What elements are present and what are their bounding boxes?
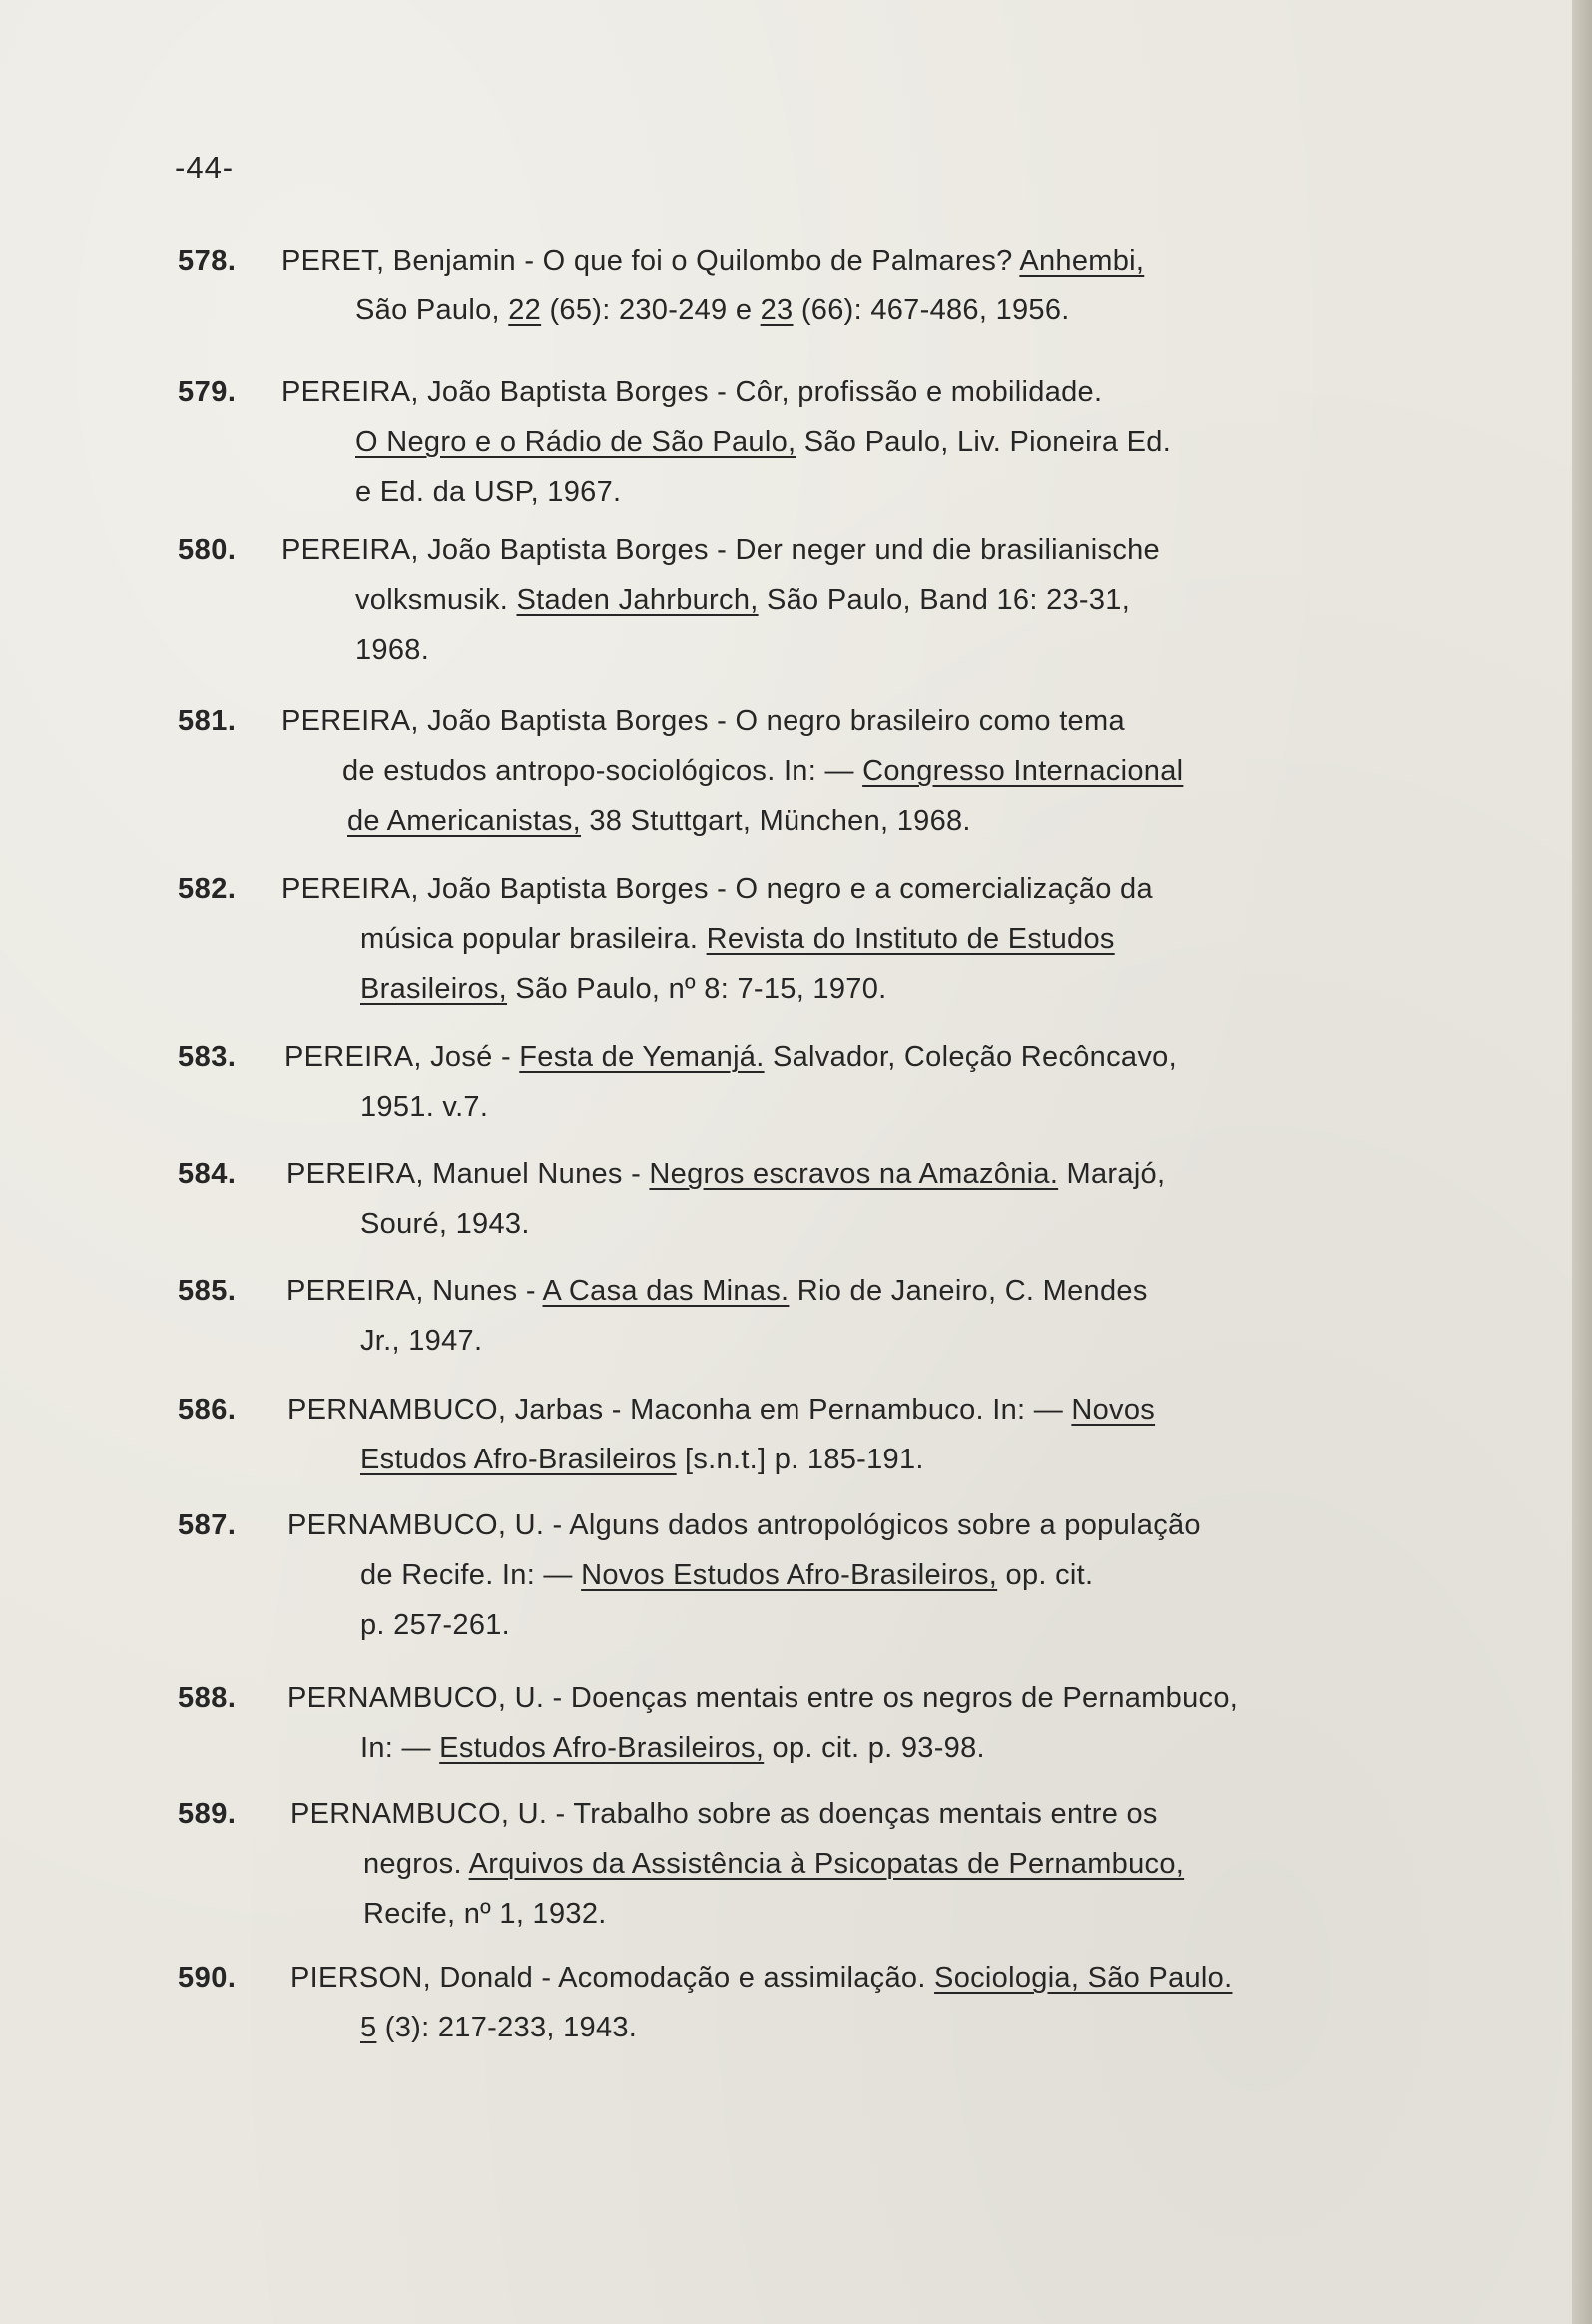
entry-number: 587. xyxy=(178,1509,237,1541)
entry-line: 1951. v.7. xyxy=(360,1091,489,1123)
entry-line: PERNAMBUCO, Jarbas - Maconha em Pernambuco. In: — Novos xyxy=(287,1394,1156,1426)
entry-number: 585. xyxy=(178,1275,237,1307)
entry-number: 589. xyxy=(178,1798,237,1830)
entry-number: 582. xyxy=(178,873,237,905)
entry-line: PEREIRA, José - Festa de Yemanjá. Salvador, Coleção Recôncavo, xyxy=(284,1041,1177,1073)
entry-line: negros. Arquivos da Assistência à Psicopatas de Pernambuco, xyxy=(363,1848,1185,1880)
entry-number: 584. xyxy=(178,1158,237,1190)
entry-line: PERNAMBUCO, U. - Alguns dados antropológicos sobre a população xyxy=(287,1509,1201,1541)
entry-line: Estudos Afro-Brasileiros [s.n.t.] p. 185-191. xyxy=(360,1444,924,1475)
entry-line: 1968. xyxy=(355,634,430,666)
entry-line: PERNAMBUCO, U. - Trabalho sobre as doenças mentais entre os xyxy=(290,1798,1158,1830)
entry-line: de Americanistas, 38 Stuttgart, München, 1968. xyxy=(347,805,971,837)
entry-line: PEREIRA, João Baptista Borges - O negro e a comercialização da xyxy=(281,873,1153,905)
entry-number: 578. xyxy=(178,245,237,277)
entry-number: 583. xyxy=(178,1041,237,1073)
entry-line: música popular brasileira. Revista do Instituto de Estudos xyxy=(360,923,1115,955)
page-edge xyxy=(1572,0,1592,2324)
entry-line: p. 257-261. xyxy=(360,1609,511,1641)
entry-line: PIERSON, Donald - Acomodação e assimilação. Sociologia, São Paulo. xyxy=(290,1962,1233,1994)
entry-number: 581. xyxy=(178,705,237,737)
entry-line: PEREIRA, João Baptista Borges - O negro brasileiro como tema xyxy=(281,705,1125,737)
entry-line: PERNAMBUCO, U. - Doenças mentais entre os negros de Pernambuco, xyxy=(287,1682,1239,1714)
entry-number: 579. xyxy=(178,376,237,408)
entry-line: Jr., 1947. xyxy=(360,1325,483,1357)
entry-line: Brasileiros, São Paulo, nº 8: 7-15, 1970. xyxy=(360,973,887,1005)
entry-line: de estudos antropo-sociológicos. In: — Congresso Internacional xyxy=(342,755,1184,787)
entry-number: 580. xyxy=(178,534,237,566)
entry-number: 588. xyxy=(178,1682,237,1714)
entry-line: 5 (3): 217-233, 1943. xyxy=(360,2012,638,2043)
entry-line: O Negro e o Rádio de São Paulo, São Paulo, Liv. Pioneira Ed. xyxy=(355,426,1172,458)
entry-number: 590. xyxy=(178,1962,237,1994)
entry-line: e Ed. da USP, 1967. xyxy=(355,476,622,508)
entry-line: In: — Estudos Afro-Brasileiros, op. cit. p. 93-98. xyxy=(360,1732,985,1764)
entry-line: PERET, Benjamin - O que foi o Quilombo de Palmares? Anhembi, xyxy=(281,245,1145,277)
entry-number: 586. xyxy=(178,1394,237,1426)
entry-line: PEREIRA, João Baptista Borges - Der neger und die brasilianische xyxy=(281,534,1160,566)
entry-line: PEREIRA, João Baptista Borges - Côr, profissão e mobilidade. xyxy=(281,376,1103,408)
page-number: -44- xyxy=(175,150,235,185)
entry-line: Souré, 1943. xyxy=(360,1208,530,1240)
entry-line: volksmusik. Staden Jahrburch, São Paulo, Band 16: 23-31, xyxy=(355,584,1131,616)
entry-line: São Paulo, 22 (65): 230-249 e 23 (66): 467-486, 1956. xyxy=(355,294,1070,326)
entry-line: Recife, nº 1, 1932. xyxy=(363,1898,607,1930)
entry-line: PEREIRA, Manuel Nunes - Negros escravos na Amazônia. Marajó, xyxy=(286,1158,1166,1190)
entry-line: de Recife. In: — Novos Estudos Afro-Brasileiros, op. cit. xyxy=(360,1559,1094,1591)
entry-line: PEREIRA, Nunes - A Casa das Minas. Rio de Janeiro, C. Mendes xyxy=(286,1275,1148,1307)
